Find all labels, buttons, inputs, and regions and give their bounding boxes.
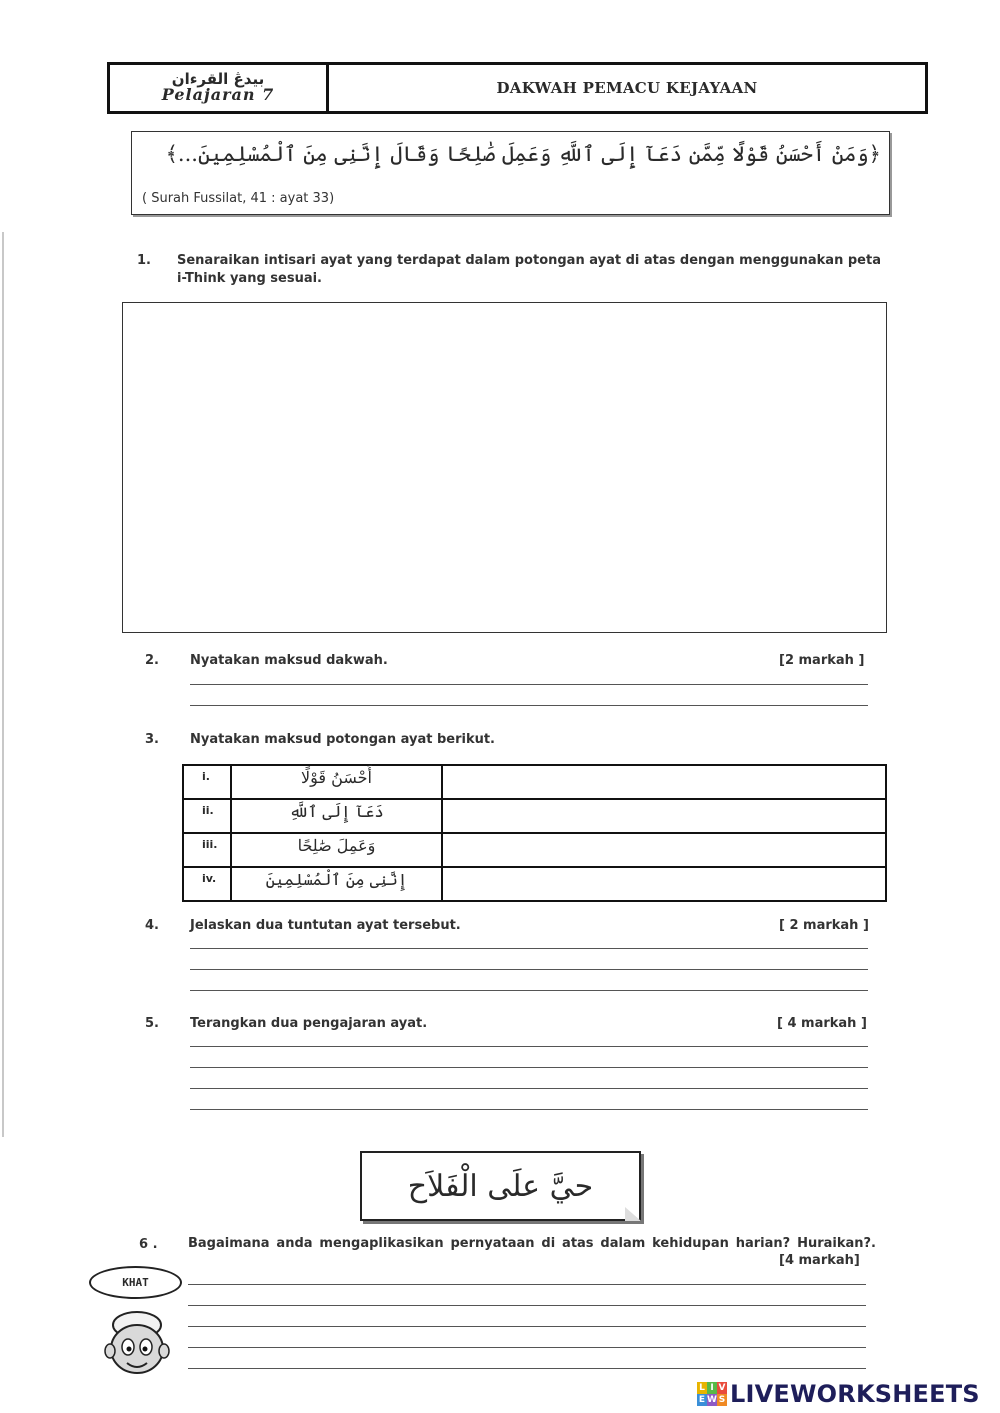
q3-row-number: iv. <box>183 867 231 901</box>
subject-arabic: بيدڠ القرءان <box>171 69 265 88</box>
verse-box <box>131 131 890 215</box>
q6-text: Bagaimana anda mengaplikasikan pernyataan di atas dalam kehidupan harian? Huraikan?. <box>188 1236 876 1251</box>
q4-text <box>190 918 461 933</box>
q5-text <box>190 1016 427 1031</box>
q1-answer-box[interactable] <box>122 302 887 633</box>
q5-answer-line[interactable] <box>190 1046 868 1047</box>
header-box <box>107 62 928 114</box>
q3-row-arabic: أَحْسَنُ قَوْلًا <box>231 765 442 799</box>
q3-row-number: iii. <box>183 833 231 867</box>
q4-marks: [ 2 markah ] <box>779 918 869 933</box>
speech-bubble <box>89 1266 182 1299</box>
page-title: DAKWAH PEMACU KEJAYAAN <box>496 79 758 97</box>
q3-row-arabic: وَعَمِلَ صَٰلِحًا <box>231 833 442 867</box>
logo-mark-cell: S <box>718 1395 726 1405</box>
margin-line <box>2 232 4 1137</box>
q4-answer-line[interactable] <box>190 969 868 970</box>
logo-mark-cell: V <box>718 1383 726 1393</box>
q4-answer-line[interactable] <box>190 990 868 991</box>
q1-text: Senaraikan intisari ayat yang terdapat dalam potongan ayat di atas dengan menggunakan peta i-Think yang sesuai. <box>177 253 881 286</box>
table-row <box>183 765 886 799</box>
table-row <box>183 833 886 867</box>
q5-answer-line[interactable] <box>190 1109 868 1110</box>
q2-text: Nyatakan maksud dakwah. <box>190 653 388 668</box>
q3-row-answer[interactable] <box>442 799 886 833</box>
q3-text: Nyatakan maksud potongan ayat berikut. <box>190 732 495 747</box>
table-row <box>183 799 886 833</box>
sign-arabic: حيَّ علَى الْفَلاَح <box>407 1168 594 1204</box>
q5-number: 5. <box>145 1016 159 1031</box>
q1-number: 1. <box>137 253 151 268</box>
verse-arabic: ﴿وَمَنْ أَحْسَنُ قَوْلًا مِّمَّن دَعَآ إِلَى ٱللَّهِ وَعَمِلَ صَٰلِحًا وَقَالَ إِنَّنِى مِنَ ٱلْمُسْلِمِينَ...﴾ <box>165 142 881 166</box>
logo-mark-cell: L <box>697 1382 707 1394</box>
cartoon-boy-icon <box>100 1307 175 1382</box>
logo-mark-cell: W <box>707 1395 717 1405</box>
q4-text-after: tuntutan ayat tersebut. <box>283 918 461 933</box>
liveworksheets-logo[interactable] <box>697 1380 980 1408</box>
lesson-label: Pelajaran 7 <box>161 85 275 105</box>
arabic-sign <box>360 1151 641 1221</box>
sign-fold <box>625 1207 641 1221</box>
q2-answer-line[interactable] <box>190 705 868 706</box>
header-subject-cell <box>110 65 329 111</box>
q5-text-bold: dua <box>270 1016 299 1031</box>
logo-mark-cell: I <box>707 1382 717 1394</box>
q5-answer-line[interactable] <box>190 1067 868 1068</box>
q2-number: 2. <box>145 653 159 668</box>
q5-marks: [ 4 markah ] <box>777 1016 867 1031</box>
bubble-text: KHAT <box>122 1276 149 1289</box>
q5-text-before: Terangkan <box>190 1016 271 1031</box>
table-row <box>183 867 886 901</box>
q3-row-answer[interactable] <box>442 833 886 867</box>
q4-number: 4. <box>145 918 159 933</box>
q3-row-number: i. <box>183 765 231 799</box>
q6-number: 6 . <box>139 1237 158 1252</box>
q6-marks: [4 markah] <box>779 1253 860 1268</box>
q6-answer-line[interactable] <box>188 1284 866 1285</box>
q4-text-bold: dua <box>255 918 284 933</box>
q2-marks: [2 markah ] <box>779 653 865 668</box>
q6-answer-line[interactable] <box>188 1305 866 1306</box>
q6-answer-line[interactable] <box>188 1368 866 1369</box>
q5-answer-line[interactable] <box>190 1088 868 1089</box>
q3-number: 3. <box>145 732 159 747</box>
verse-reference: ( Surah Fussilat, 41 : ayat 33) <box>142 191 335 206</box>
q3-row-arabic: دَعَآ إِلَى ٱللَّهِ <box>231 799 442 833</box>
q2-answer-line[interactable] <box>190 684 868 685</box>
q3-row-arabic: إِنَّنِى مِنَ ٱلْمُسْلِمِينَ <box>231 867 442 901</box>
q6-answer-line[interactable] <box>188 1347 866 1348</box>
q5-text-after: pengajaran ayat. <box>298 1016 428 1031</box>
q3-row-answer[interactable] <box>442 867 886 901</box>
q6-answer-line[interactable] <box>188 1326 866 1327</box>
q3-table <box>182 764 887 902</box>
logo-text: LIVEWORKSHEETS <box>730 1380 980 1408</box>
q3-row-answer[interactable] <box>442 765 886 799</box>
q4-answer-line[interactable] <box>190 948 868 949</box>
q3-row-number: ii. <box>183 799 231 833</box>
q4-text-before: Jelaskan <box>190 918 256 933</box>
logo-mark-cell: E <box>698 1395 706 1405</box>
logo-mark-icon <box>697 1382 727 1406</box>
